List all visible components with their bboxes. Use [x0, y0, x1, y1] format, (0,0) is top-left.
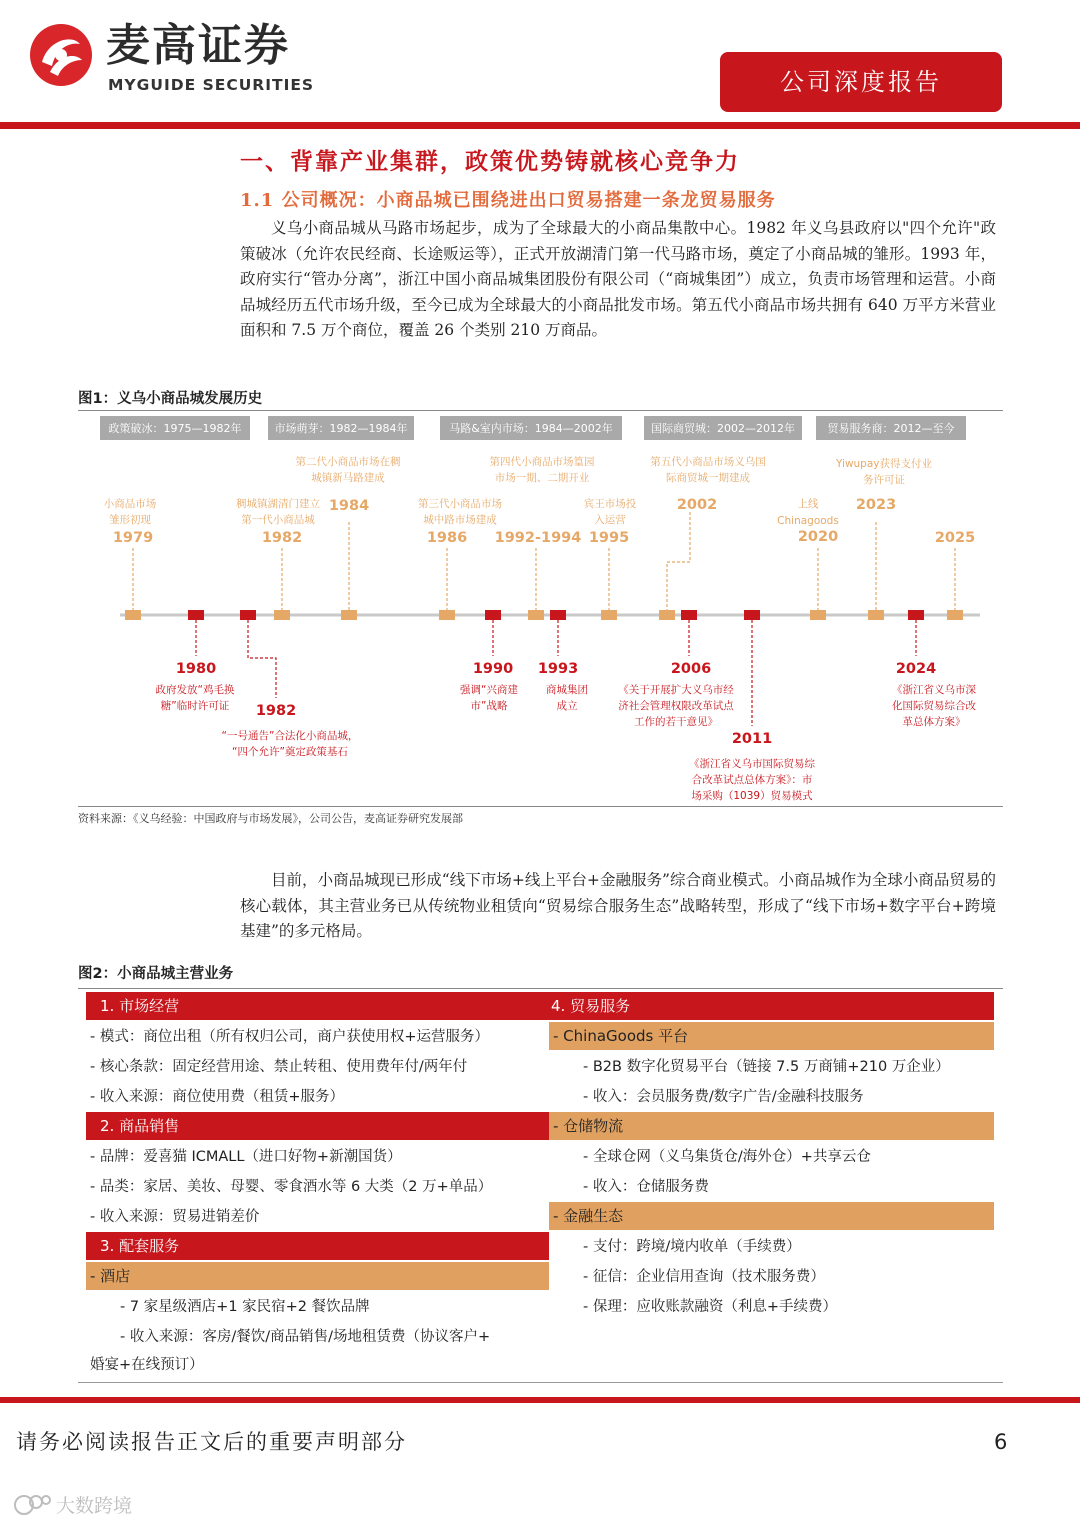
event-year: 2024: [895, 661, 937, 677]
event-desc: Yiwupay获得支付业: [835, 458, 933, 470]
body-paragraph-1: 义乌小商品城从马路市场起步，成为了全球最大的小商品集散中心。1982 年义乌县政府以"四个允许"政策破冰（允许农民经商、长途贩运等），正式开放湖清门第一代马路市场，奠定了小商品城的雏形。1993 年，政府实行“管办分离”，浙江中国小商品城集团股份有限公司（“商城集团”）成立，负责市场管理和运营。小商品城经历五代市场升级，至今已成为全球最大的小商品批发市场。第五代小商品市场共拥有 640 万平方米营业面积和 7.5 万个商位，覆盖 26 个类别 210 万商品。: [240, 219, 996, 339]
event-year: 1993: [537, 661, 579, 677]
event-year: 2020: [797, 529, 839, 545]
event-desc: 工作的若干意见》: [634, 716, 718, 728]
list-item: - 全球仓网（义乌集货仓/海外仓）+共享云仓: [583, 1149, 871, 1165]
event-year: 1990: [472, 661, 514, 677]
marker-2023: [868, 610, 884, 620]
marker-2020: [810, 610, 826, 620]
subsection-bar-chinagoods: - ChinaGoods 平台: [549, 1022, 994, 1050]
section-bar-market: 1. 市场经营: [86, 992, 549, 1020]
marker-1990: [485, 610, 501, 620]
list-item: - 保理：应收账款融资（利息+手续费）: [583, 1299, 837, 1315]
event-year: 2011: [731, 731, 773, 747]
marker-1986: [439, 610, 455, 620]
marker-2002: [659, 610, 675, 620]
phase-label-3: 马路&室内市场：1984—2002年: [449, 422, 613, 435]
marker-2025: [947, 610, 963, 620]
event-desc: 上线: [797, 498, 819, 510]
list-item: - 收入来源：商位使用费（租赁+服务）: [90, 1089, 344, 1105]
event-desc: Chinagoods: [777, 515, 839, 527]
event-desc: 宾王市场投: [583, 498, 637, 510]
event-desc: 第三代小商品市场: [418, 498, 502, 510]
event-desc: 第四代小商品市场篁园: [489, 456, 595, 468]
list-item: - 征信：企业信用查询（技术服务费）: [583, 1269, 825, 1285]
subsection-bar-hotel: - 酒店: [86, 1262, 549, 1290]
page-number: 6: [994, 1430, 1008, 1454]
brand-name: 麦高证券: [106, 20, 290, 71]
list-item: - 品牌：爱喜猫 ICMALL（进口好物+新潮国货）: [90, 1149, 402, 1165]
event-desc: 成立: [556, 700, 578, 712]
phase-label-5: 贸易服务商：2012—至今: [827, 422, 955, 435]
footer-divider: [0, 1397, 1080, 1403]
timeline-chart: [78, 410, 1003, 810]
business-right-column: [549, 992, 994, 1322]
brand-logo-icon: [28, 22, 94, 88]
event-desc: 第一代小商品城: [241, 514, 315, 526]
list-item: - 品类：家居、美妆、母婴、零食酒水等 6 大类（2 万+单品）: [90, 1179, 493, 1195]
event-desc: 革总体方案》: [902, 716, 966, 728]
body-paragraph-2: 目前，小商品城现已形成“线下市场+线上平台+金融服务”综合商业模式。小商品城作为全球小商品贸易的核心载体，其主营业务已从传统物业租赁向“贸易综合服务生态”战略转型，形成了“线下市场+数字平台+跨境基建”的多元格局。: [240, 871, 996, 940]
marker-1984: [341, 610, 357, 620]
figure1-title: 图1：义乌小商品城发展历史: [78, 391, 263, 407]
marker-1995: [601, 610, 617, 620]
event-year: 1980: [175, 661, 217, 677]
event-desc: 市”战略: [470, 700, 508, 712]
list-item: - 核心条款：固定经营用途、禁止转租、使用费年付/两年付: [90, 1059, 468, 1075]
marker-2006: [681, 610, 697, 620]
event-desc: 小商品市场: [103, 498, 157, 510]
marker-1982-above: [274, 610, 290, 620]
event-desc: 稠城镇湖清门建立: [236, 498, 320, 510]
marker-1979: [125, 610, 141, 620]
event-desc: 务许可证: [863, 474, 905, 486]
event-year: 1979: [112, 530, 154, 546]
event-desc: “一号通告”合法化小商品城，: [221, 730, 359, 742]
event-desc: 第五代小商品市场义乌国: [650, 456, 766, 468]
figure2-top-rule: [78, 988, 1003, 989]
marker-2024: [908, 610, 924, 620]
event-desc: 际商贸城一期建成: [666, 472, 750, 484]
figure2-bottom-rule: [78, 1382, 1003, 1383]
event-year: 2002: [676, 497, 718, 513]
marker-1993: [550, 610, 566, 620]
watermark-text: 大数跨境: [56, 1495, 133, 1517]
marker-1982-below: [240, 610, 256, 620]
report-type-badge: 公司深度报告: [720, 52, 1002, 112]
event-year: 1984: [328, 498, 370, 514]
event-desc: 化国际贸易综合改: [892, 700, 976, 712]
event-desc: 场采购（1039）贸易模式: [691, 790, 813, 802]
event-desc: “四个允许”奠定政策基石: [232, 746, 348, 758]
subsection-bar-logistics: - 仓储物流: [549, 1112, 994, 1140]
list-item: - 收入：仓储服务费: [583, 1179, 709, 1195]
phase-label-2: 市场萌芽：1982—1984年: [274, 422, 408, 435]
list-item: - B2B 数字化贸易平台（链接 7.5 万商铺+210 万企业）: [583, 1059, 950, 1075]
event-desc: 城镇新马路建成: [311, 472, 385, 484]
event-desc: 政府发放“鸡毛换: [155, 684, 235, 696]
event-desc: 《浙江省义乌市深: [892, 684, 976, 696]
marker-1980: [188, 610, 204, 620]
event-desc: 济社会管理权限改革试点: [618, 700, 734, 712]
event-year: 2025: [934, 530, 976, 546]
section-subtitle: 1.1 公司概况：小商品城已围绕进出口贸易搭建一条龙贸易服务: [240, 190, 776, 211]
list-item: - 支付：跨境/境内收单（手续费）: [583, 1239, 801, 1255]
watermark-logo-icon: [10, 1490, 150, 1520]
list-item: - 模式：商位出租（所有权归公司，商户获使用权+运营服务）: [90, 1029, 489, 1045]
business-diagram: [78, 992, 1003, 1382]
section-title: 一、背靠产业集群，政策优势铸就核心竞争力: [240, 148, 740, 175]
list-item: - 收入来源：贸易进销差价: [90, 1209, 260, 1225]
event-year: 1992-1994: [494, 530, 582, 546]
brand-name-en: MYGUIDE SECURITIES: [108, 76, 315, 94]
event-desc: 《浙江省义乌市国际贸易综: [689, 758, 815, 770]
figure1-source: 资料来源：《义乌经验：中国政府与市场发展》，公司公告，麦高证券研究发展部: [78, 812, 463, 825]
event-year: 2006: [670, 661, 712, 677]
event-year: 1986: [426, 530, 468, 546]
marker-1992-1994: [528, 610, 544, 620]
event-desc: 《关于开展扩大义乌市经: [618, 684, 734, 696]
event-desc: 雏形初现: [109, 514, 151, 526]
phase-label-4: 国际商贸城：2002—2012年: [651, 422, 795, 435]
section-bar-sales: 2. 商品销售: [86, 1112, 549, 1140]
section-bar-trade: 4. 贸易服务: [549, 992, 994, 1020]
section-bar-services: 3. 配套服务: [86, 1232, 549, 1260]
list-item: - 7 家星级酒店+1 家民宿+2 餐饮品牌: [120, 1299, 370, 1315]
event-desc: 第二代小商品市场在稠: [295, 456, 401, 468]
figure1-bottom-rule: [78, 806, 1003, 807]
event-year: 1982: [255, 703, 297, 719]
event-desc: 强调“兴商建: [460, 684, 518, 696]
event-desc: 城中路市场建成: [423, 514, 497, 526]
event-year: 2023: [855, 497, 897, 513]
phase-label-1: 政策破冰：1975—1982年: [108, 422, 242, 435]
event-desc: 合改革试点总体方案》：市: [691, 774, 813, 786]
list-item-continued: 婚宴+在线预订）: [90, 1357, 204, 1373]
figure2-title: 图2：小商品城主营业务: [78, 966, 234, 982]
event-desc: 糖”临时许可证: [160, 700, 230, 712]
list-item: - 收入：会员服务费/数字广告/金融科技服务: [583, 1089, 864, 1105]
event-desc: 市场一期、二期开业: [494, 472, 590, 484]
event-desc: 商城集团: [546, 684, 588, 696]
business-left-column: [86, 992, 549, 1378]
subsection-bar-finance: - 金融生态: [549, 1202, 994, 1230]
marker-2011: [744, 610, 760, 620]
disclaimer-text: 请务必阅读报告正文后的重要声明部分: [16, 1430, 407, 1454]
event-year: 1982: [261, 530, 303, 546]
event-year: 1995: [588, 530, 630, 546]
list-item: - 收入来源：客房/餐饮/商品销售/场地租赁费（协议客户+: [120, 1329, 491, 1345]
header-divider: [0, 122, 1080, 129]
event-desc: 入运营: [594, 514, 626, 526]
